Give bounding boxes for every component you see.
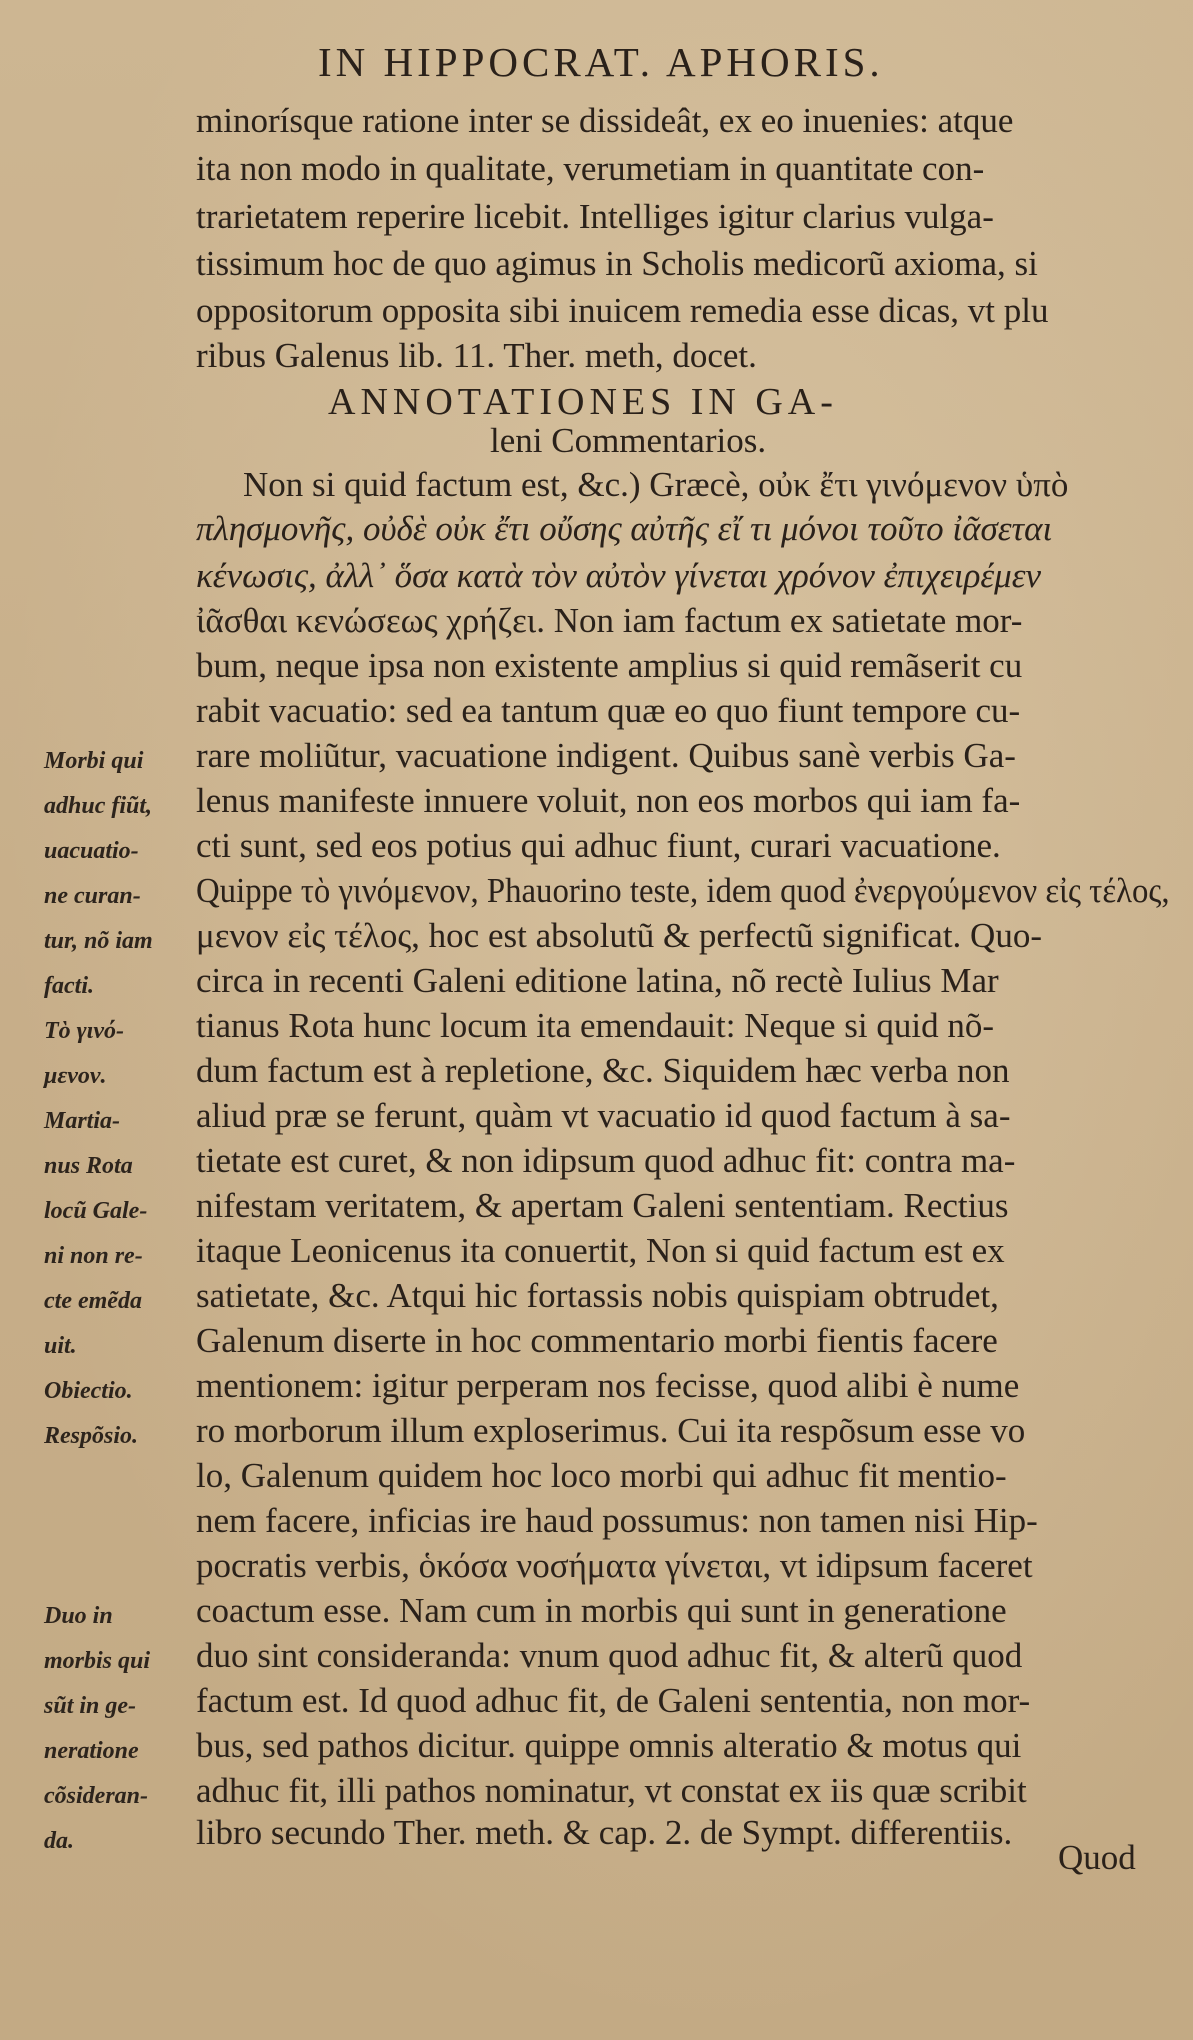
margin-note: uit. <box>44 1333 77 1359</box>
margin-note: uacuatio- <box>44 838 139 864</box>
text-line: oppositorum opposita sibi inuicem remedia esse dicas, vt plu <box>196 291 1049 330</box>
text-line: tietate est curet, & non idipsum quod adhuc fit: contra ma- <box>196 1141 1016 1180</box>
text-line: μενον εἰς τέλος, hoc est absolutũ & perfectũ significat. Quo- <box>196 916 1042 955</box>
text-line: bus, sed pathos dicitur. quippe omnis alteratio & motus qui <box>196 1726 1022 1765</box>
text-line: ita non modo in qualitate, verumetiam in quantitate con- <box>196 149 985 188</box>
text-line: satietate, &c. Atqui hic fortassis nobis quispiam obtrudet, <box>196 1276 999 1315</box>
text-line: itaque Leonicenus ita conuertit, Non si quid factum est ex <box>196 1231 1005 1270</box>
margin-note: ni non re- <box>44 1243 143 1269</box>
margin-note: nus Rota <box>44 1153 133 1179</box>
margin-note: Respõsio. <box>44 1423 139 1449</box>
text-line: trarietatem reperire licebit. Intelliges igitur clarius vulga- <box>196 197 994 236</box>
margin-note: morbis qui <box>44 1648 151 1674</box>
text-line: bum, neque ipsa non existente amplius si quid remãserit cu <box>196 646 1023 685</box>
text-line: libro secundo Ther. meth. & cap. 2. de Sympt. differentiis. <box>196 1813 1013 1852</box>
greek-text-line: κένωσις, ἀλλ᾽ ὅσα κατὰ τὸν αὐτὸν γίνεται χρόνον ἐπιχειρέμεν <box>196 556 1042 595</box>
margin-note: μενον. <box>44 1063 107 1089</box>
greek-text-line: πλησμονῆς, οὐδὲ οὐκ ἔτι οὔσης αὐτῆς εἴ τι μόνοι τοῦτο ἰᾶσεται <box>196 509 1053 548</box>
text-line: aliud præ se ferunt, quàm vt vacuatio id quod factum à sa- <box>196 1096 1011 1135</box>
margin-note: tur, nõ iam <box>44 928 153 954</box>
text-line: ribus Galenus lib. 11. Ther. meth, docet. <box>196 336 757 375</box>
margin-note: cte emẽda <box>44 1288 142 1314</box>
text-line: dum factum est à repletione, &c. Siquidem hæc verba non <box>196 1051 1010 1090</box>
text-line: ro morborum illum exploserimus. Cui ita respõsum esse vo <box>196 1411 1026 1450</box>
margin-note: cõsideran- <box>44 1783 148 1809</box>
text-line: circa in recenti Galeni editione latina, nõ rectè Iulius Mar <box>196 961 999 1000</box>
text-line: rare moliũtur, vacuatione indigent. Quibus sanè verbis Ga- <box>196 736 1016 775</box>
margin-note: Duo in <box>44 1603 113 1629</box>
section-heading-continued: leni Commentarios. <box>490 421 767 460</box>
text-line: factum est. Id quod adhuc fit, de Galeni sententia, non mor- <box>196 1681 1031 1720</box>
text-line: duo sint consideranda: vnum quod adhuc fit, & alterũ quod <box>196 1636 1023 1675</box>
margin-note: adhuc fiũt, <box>44 793 153 819</box>
section-heading: ANNOTATIONES IN GA- <box>328 381 838 423</box>
running-header: IN HIPPOCRAT. APHORIS. <box>318 39 884 85</box>
text-line: mentionem: igitur perperam nos fecisse, quod alibi è nume <box>196 1366 1020 1405</box>
text-line: Quippe τὸ γινόμενον, Phauorino teste, idem quod ἐνεργούμενον εἰς τέλος, <box>196 871 1170 910</box>
text-line: lo, Galenum quidem hoc loco morbi qui adhuc fit mentio- <box>196 1456 1007 1495</box>
text-line: pocratis verbis, ὁκόσα νοσήματα γίνεται, vt idipsum faceret <box>196 1546 1033 1585</box>
margin-note: Martia- <box>44 1108 121 1134</box>
text-line: ἰᾶσθαι κενώσεως χρήζει. Non iam factum ex satietate mor- <box>196 601 1023 640</box>
margin-note: Τὸ γινό- <box>44 1018 124 1044</box>
margin-note: Obiectio. <box>44 1378 133 1404</box>
text-line: nifestam veritatem, & apertam Galeni sententiam. Rectius <box>196 1186 1009 1225</box>
text-line: nem facere, inficias ire haud possumus: non tamen nisi Hip- <box>196 1501 1038 1540</box>
text-line: tianus Rota hunc locum ita emendauit: Neque si quid nõ- <box>196 1006 995 1045</box>
margin-note: sũt in ge- <box>44 1693 137 1719</box>
text-line: minorísque ratione inter se dissideât, ex eo inuenies: atque <box>196 101 1014 140</box>
text-line: tissimum hoc de quo agimus in Scholis medicorũ axioma, si <box>196 244 1038 283</box>
margin-note: neratione <box>44 1738 139 1764</box>
text-line: cti sunt, sed eos potius qui adhuc fiunt, curari vacuatione. <box>196 826 1001 865</box>
catchword: Quod <box>1058 1838 1136 1877</box>
margin-note: ne curan- <box>44 883 141 909</box>
text-line: adhuc fit, illi pathos nominatur, vt constat ex iis quæ scribit <box>196 1771 1027 1810</box>
text-line: rabit vacuatio: sed ea tantum quæ eo quo fiunt tempore cu- <box>196 691 1021 730</box>
margin-note: Morbi qui <box>44 748 144 774</box>
margin-note: facti. <box>44 973 94 999</box>
text-line: lenus manifeste innuere voluit, non eos morbos qui iam fa- <box>196 781 1021 820</box>
margin-note: da. <box>44 1828 74 1854</box>
margin-note: locũ Gale- <box>44 1198 148 1224</box>
text-line: coactum esse. Nam cum in morbis qui sunt in generatione <box>196 1591 1007 1630</box>
text-line: Non si quid factum est, &c.) Græcè, οὐκ ἔτι γινόμενον ὑπὸ <box>243 465 1069 504</box>
text-line: Galenum diserte in hoc commentario morbi fientis facere <box>196 1321 998 1360</box>
